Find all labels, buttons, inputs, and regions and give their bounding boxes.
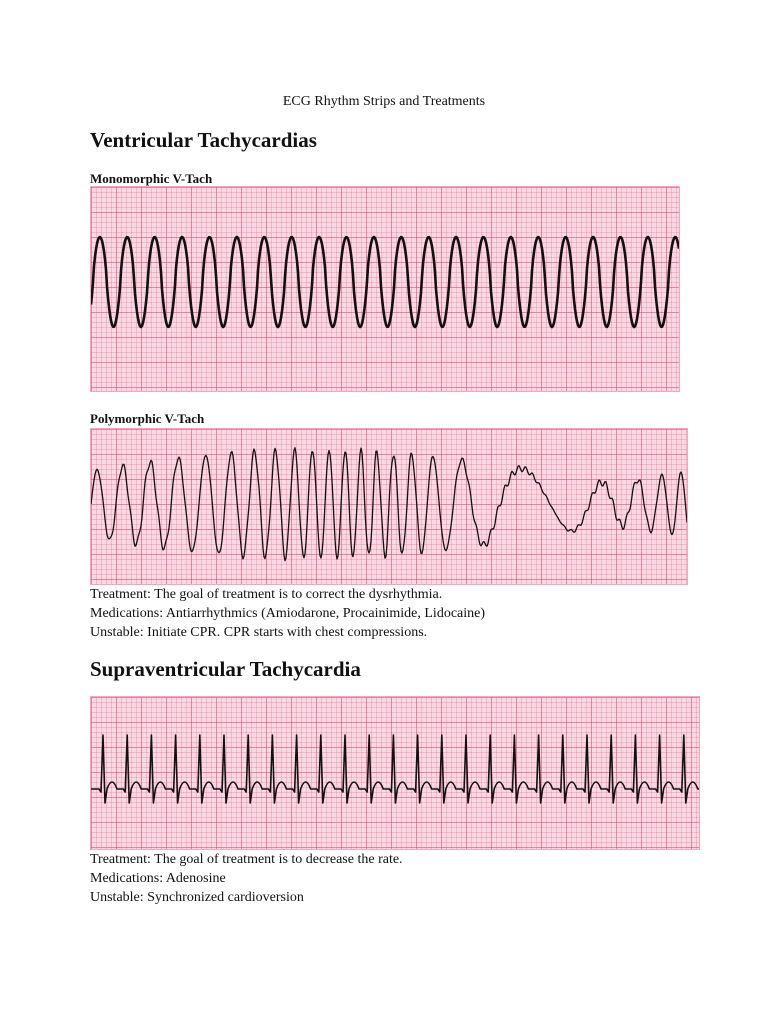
monomorphic-vtach-trace [91,187,679,391]
svt-waveform [91,735,699,803]
svt-unstable-text: Unstable: Synchronized cardioversion [90,890,304,905]
svt-trace [91,697,699,849]
document-title: ECG Rhythm Strips and Treatments [282,94,486,109]
monomorphic-vtach-strip [90,186,680,392]
heading-ventricular-tachycardias: Ventricular Tachycardias [90,128,317,152]
label-polymorphic-vtach: Polymorphic V-Tach [90,411,205,426]
vtach-treatment-text: Treatment: The goal of treatment is to correct the dysrhythmia. [90,587,443,602]
polymorphic-vtach-trace [91,429,687,584]
svt-medications-text: Medications: Adenosine [90,871,226,886]
vtach-medications-text: Medications: Antiarrhythmics (Amiodarone, Procainimide, Lidocaine) [90,606,486,621]
label-monomorphic-vtach: Monomorphic V-Tach [90,171,213,186]
svt-treatment-text: Treatment: The goal of treatment is to decrease the rate. [90,852,403,867]
vtach-unstable-text: Unstable: Initiate CPR. CPR starts with chest compressions. [90,625,428,640]
polymorphic-waveform [91,448,687,561]
monomorphic-waveform [91,237,679,327]
svt-strip [90,696,700,850]
polymorphic-vtach-strip [90,428,688,585]
heading-supraventricular-tachycardia: Supraventricular Tachycardia [90,657,361,681]
